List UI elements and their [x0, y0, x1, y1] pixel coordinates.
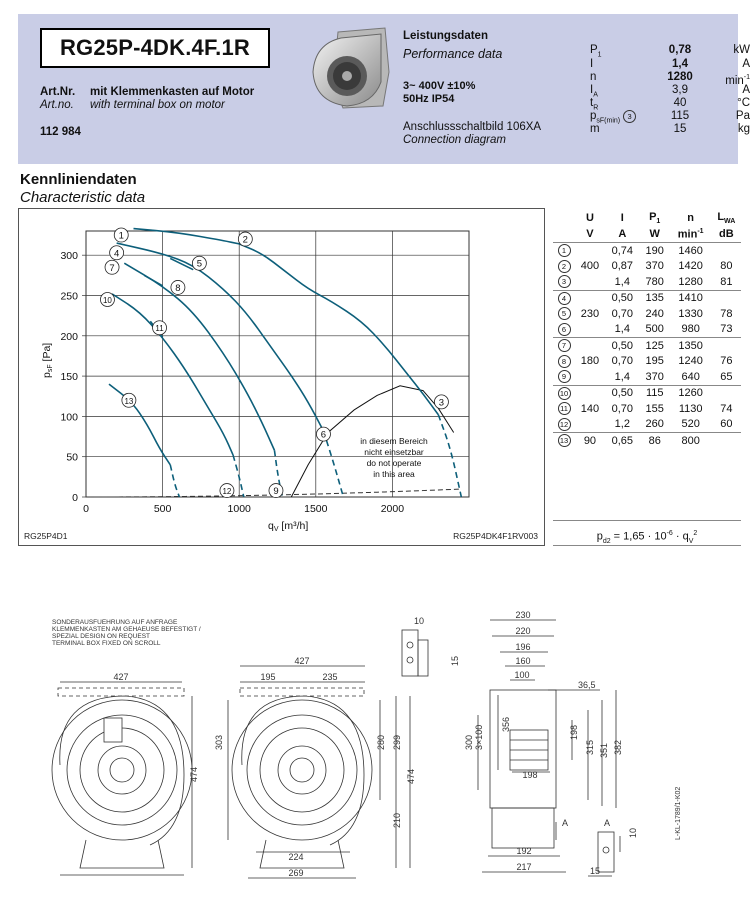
- table-row: [553, 322, 741, 338]
- cell-u: [575, 369, 605, 385]
- svg-text:210: 210: [392, 812, 402, 828]
- art-no-label: Art.no.: [40, 99, 74, 111]
- curve-label: 9: [273, 486, 279, 498]
- y-tick-label: 250: [60, 290, 78, 303]
- svg-text:382: 382: [613, 739, 623, 755]
- svg-text:15: 15: [590, 866, 601, 876]
- cell-n: 1260: [670, 385, 712, 401]
- table-header-row: [553, 210, 741, 226]
- row-number: 1: [558, 244, 571, 257]
- y-tick-label: 50: [66, 451, 78, 464]
- y-tick-label: 150: [60, 371, 78, 384]
- svg-text:196: 196: [515, 642, 531, 652]
- svg-text:303: 303: [214, 734, 224, 750]
- cell-u: 400: [580, 260, 600, 273]
- svg-text:198: 198: [522, 770, 538, 780]
- cell-n: 1350: [670, 338, 712, 354]
- cell-i: 0,70: [611, 402, 634, 415]
- table-row: [553, 369, 741, 385]
- svg-text:3×100: 3×100: [474, 724, 484, 750]
- perf-unit: °C: [737, 97, 750, 109]
- cell-p: 155: [645, 402, 664, 415]
- cell-p: 125: [640, 338, 670, 354]
- svg-text:300: 300: [464, 734, 474, 750]
- col-u: U: [585, 212, 594, 224]
- cell-p: 370: [645, 370, 664, 383]
- cell-l: 78: [720, 307, 733, 320]
- cell-u: 230: [580, 307, 600, 320]
- svg-text:A: A: [604, 818, 611, 828]
- characteristic-table: [553, 210, 741, 449]
- col-lwa: $L_{WA}$: [717, 210, 736, 226]
- perf-symbol: $t_R$: [590, 97, 599, 112]
- detail-bracket-top: [402, 616, 460, 676]
- article-number: 112 984: [40, 126, 81, 138]
- voltage: 3~ 400V ±10%: [403, 80, 476, 92]
- table-row: [553, 433, 741, 449]
- perf-unit: kg: [737, 123, 750, 135]
- svg-text:224: 224: [288, 852, 304, 862]
- svg-text:217: 217: [516, 862, 532, 872]
- cell-n: 1280: [678, 275, 703, 288]
- svg-text:269: 269: [288, 868, 304, 878]
- y-axis-label: psF [Pa]: [41, 342, 54, 378]
- cell-p: 195: [645, 355, 664, 368]
- table-unit-row: [553, 226, 741, 243]
- cell-i: 0,65: [605, 433, 640, 449]
- y-tick-label: 300: [60, 250, 78, 263]
- row-number: 13: [558, 434, 571, 447]
- unit-w: W: [640, 226, 670, 243]
- perf-unit: A: [742, 84, 750, 96]
- art-nr-text: mit Klemmenkasten auf Motor: [90, 86, 255, 98]
- perf-symbol: m: [590, 123, 600, 135]
- svg-text:315: 315: [585, 739, 595, 755]
- cell-i: 1,2: [614, 418, 630, 431]
- note-line-3: SPEZIAL DESIGN ON REQUEST: [52, 633, 151, 640]
- characteristic-chart: [18, 208, 545, 546]
- unit-a: A: [605, 226, 640, 243]
- cell-i: 0,70: [611, 355, 634, 368]
- row-number: 3: [558, 275, 571, 288]
- cell-u: [575, 385, 605, 401]
- cell-n: 1330: [678, 307, 703, 320]
- col-i: I: [620, 212, 624, 224]
- curve-label: 11: [155, 324, 164, 334]
- section-title-de: Kennliniendaten: [20, 171, 137, 188]
- cell-l: 60: [720, 418, 733, 431]
- perf-symbol: $P_1$: [590, 44, 602, 59]
- cell-l: 73: [720, 323, 733, 336]
- cell-i: 0,70: [611, 307, 634, 320]
- x-tick-label: 500: [153, 503, 172, 515]
- note-line-2: KLEMMENKASTEN AM GEHAEUSE BEFESTIGT /: [52, 626, 201, 633]
- cell-l: 76: [720, 355, 733, 368]
- curve-label: 10: [102, 296, 112, 306]
- frequency: 50Hz IP54: [403, 93, 455, 105]
- section-title-en: Characteristic data: [20, 189, 146, 206]
- svg-text:299: 299: [392, 734, 402, 750]
- cell-n: 980: [681, 323, 700, 336]
- y-tick-label: 0: [72, 492, 78, 504]
- cell-i: 0,74: [611, 244, 634, 257]
- cell-p: 500: [645, 323, 664, 336]
- row-number: 11: [558, 402, 571, 415]
- cell-n: 1410: [670, 290, 712, 306]
- perf-unit: Pa: [735, 110, 750, 122]
- svg-text:A: A: [562, 818, 569, 828]
- x-axis-label: qV [m³/h]: [268, 520, 309, 533]
- cell-l: 65: [720, 370, 733, 383]
- table-row: [553, 306, 741, 322]
- svg-text:230: 230: [515, 610, 531, 620]
- y-tick-label: 200: [60, 330, 78, 343]
- perf-unit: A: [742, 58, 750, 70]
- table-row: [553, 354, 741, 370]
- row-number: 5: [558, 307, 571, 320]
- cell-l: [712, 385, 741, 401]
- cell-n: 1240: [678, 355, 703, 368]
- row-number: 12: [558, 418, 571, 431]
- perf-title-en: Performance data: [403, 47, 503, 61]
- cell-i: 0,50: [605, 385, 640, 401]
- row-number: 8: [558, 355, 571, 368]
- note-line-1: SONDERAUSFUEHRUNG AUF ANFRAGE: [52, 619, 178, 626]
- cell-p: 115: [640, 385, 670, 401]
- svg-text:36,5: 36,5: [578, 680, 596, 690]
- connection-en: Connection diagram: [403, 134, 506, 146]
- curve-label: 3: [438, 397, 445, 409]
- cell-p: 240: [645, 307, 664, 320]
- cell-u: 90: [575, 433, 605, 449]
- cell-u: [575, 338, 605, 354]
- perf-title-de: Leistungsdaten: [403, 30, 488, 42]
- col-n: n: [687, 212, 695, 224]
- table-row: [553, 259, 741, 275]
- cell-u: [575, 243, 605, 259]
- cell-i: 1,4: [614, 275, 630, 288]
- header-panel: [18, 14, 750, 164]
- cell-i: 1,4: [614, 323, 630, 336]
- col-p1: $P_1$: [649, 210, 661, 226]
- table-row: [553, 401, 741, 417]
- connection-de: Anschlussschaltbild 106XA: [403, 121, 542, 133]
- svg-text:10: 10: [628, 827, 638, 838]
- cell-n: 800: [670, 433, 712, 449]
- curve-label: 12: [222, 487, 232, 497]
- unit-v: V: [575, 226, 605, 243]
- svg-text:15: 15: [450, 655, 460, 666]
- curve-label: 6: [320, 429, 327, 441]
- row-number: 7: [558, 339, 571, 352]
- cell-l: [712, 338, 741, 354]
- x-tick-label: 2000: [380, 503, 405, 515]
- svg-text:10: 10: [414, 616, 425, 626]
- row-number: 2: [558, 260, 571, 273]
- cell-i: 0,50: [605, 338, 640, 354]
- cell-p: 190: [645, 244, 664, 257]
- unit-min: $\min^{-1}$: [670, 226, 712, 243]
- front-view-left: [52, 672, 228, 875]
- perf-value: 40: [673, 97, 687, 109]
- curve-label: 7: [109, 262, 115, 274]
- cell-n: 1420: [678, 260, 703, 273]
- cell-n: 1130: [678, 402, 703, 415]
- curve-label: 1: [118, 230, 124, 242]
- row-number: 9: [558, 370, 571, 383]
- cell-l: [712, 243, 741, 259]
- annotation-line: in this area: [373, 469, 415, 479]
- cell-l: 80: [720, 260, 733, 273]
- curve-label: 5: [196, 258, 203, 270]
- svg-text:100: 100: [514, 670, 530, 680]
- svg-text:356: 356: [501, 716, 511, 732]
- svg-text:235: 235: [322, 672, 338, 682]
- cell-p: 135: [640, 290, 670, 306]
- row-number: 4: [558, 292, 571, 305]
- cell-l: 81: [720, 275, 733, 288]
- art-nr-label: Art.Nr.: [40, 86, 76, 98]
- perf-symbol: n: [590, 71, 597, 83]
- cell-u: [575, 417, 605, 433]
- detail-a: [588, 818, 638, 876]
- side-view: [464, 610, 623, 872]
- chart-footer-right: RG25P4DK4F1RV003: [453, 531, 538, 541]
- cell-i: 0,87: [611, 260, 634, 273]
- curve-label: 4: [113, 248, 120, 260]
- annotation-line: in diesem Bereich: [360, 436, 428, 446]
- svg-text:280: 280: [376, 734, 386, 750]
- cell-p: 86: [640, 433, 670, 449]
- perf-value: 1,4: [672, 58, 688, 70]
- cell-i: 1,4: [614, 370, 630, 383]
- cell-l: 74: [720, 402, 733, 415]
- perf-value: 15: [673, 123, 687, 135]
- svg-text:195: 195: [260, 672, 276, 682]
- unit-db: dB: [712, 226, 741, 243]
- table-row: [553, 274, 741, 290]
- cell-u: [575, 290, 605, 306]
- table-row: [553, 290, 741, 306]
- cell-n: 1460: [678, 244, 703, 257]
- svg-text:427: 427: [294, 656, 310, 666]
- cell-n: 520: [681, 418, 700, 431]
- cell-u: [575, 322, 605, 338]
- cell-l: [712, 433, 741, 449]
- perf-unit: kW: [733, 44, 750, 56]
- table-row: [553, 417, 741, 433]
- front-view-middle: [232, 656, 416, 878]
- perf-symbol: $p_{sF(min)}$ 3: [590, 110, 636, 127]
- cell-p: 260: [645, 418, 664, 431]
- perf-symbol: $I_A$: [590, 84, 598, 99]
- drawing-code: L-KL-1789/1-K02: [675, 786, 682, 840]
- cell-n: 640: [681, 370, 700, 383]
- fan-product-image: [303, 24, 393, 114]
- cell-l: [712, 290, 741, 306]
- cell-p: 370: [645, 260, 664, 273]
- art-no-text: with terminal box on motor: [90, 99, 225, 111]
- x-tick-label: 1500: [304, 503, 328, 515]
- model-title: RG25P-4DK.4F.1R: [40, 28, 270, 68]
- table-row: [553, 243, 741, 259]
- chart-footer-left: RG25P4D1: [24, 531, 68, 541]
- row-number: 6: [558, 323, 571, 336]
- perf-value: 0,78: [668, 44, 692, 56]
- perf-value: 115: [670, 110, 690, 122]
- svg-text:427: 427: [113, 672, 129, 682]
- curve-label: 13: [124, 396, 134, 406]
- svg-text:198: 198: [569, 724, 579, 740]
- perf-symbol: I: [590, 58, 594, 70]
- svg-text:192: 192: [516, 846, 532, 856]
- y-tick-label: 100: [60, 411, 78, 424]
- cell-u: [575, 274, 605, 290]
- x-tick-label: 0: [83, 503, 89, 515]
- perf-value: 3,9: [672, 84, 688, 96]
- perf-unit: $\min^{-1}$: [725, 74, 750, 87]
- system-curve-formula: $p_{d2} = 1,65 \cdot 10^{-6} \cdot q_V^2$: [553, 520, 741, 546]
- note-line-4: TERMINAL BOX FIXED ON SCROLL: [52, 640, 161, 647]
- svg-text:474: 474: [406, 768, 416, 784]
- cell-u: 180: [580, 355, 600, 368]
- svg-text:474: 474: [189, 766, 199, 782]
- dimension-drawing: [0, 600, 744, 900]
- svg-text:160: 160: [515, 656, 531, 666]
- curve-label: 2: [242, 234, 248, 246]
- cell-i: 0,50: [605, 290, 640, 306]
- annotation-line: do not operate: [366, 458, 422, 468]
- svg-text:220: 220: [515, 626, 531, 636]
- cell-p: 780: [645, 275, 664, 288]
- svg-text:351: 351: [599, 742, 609, 758]
- table-row: [553, 385, 741, 401]
- row-number: 10: [558, 387, 571, 400]
- table-row: [553, 338, 741, 354]
- perf-value: 1280: [667, 71, 693, 83]
- cell-u: 140: [580, 402, 600, 415]
- curve-label: 8: [175, 282, 181, 294]
- annotation-line: nicht einsetzbar: [364, 447, 424, 457]
- x-tick-label: 1000: [227, 503, 251, 515]
